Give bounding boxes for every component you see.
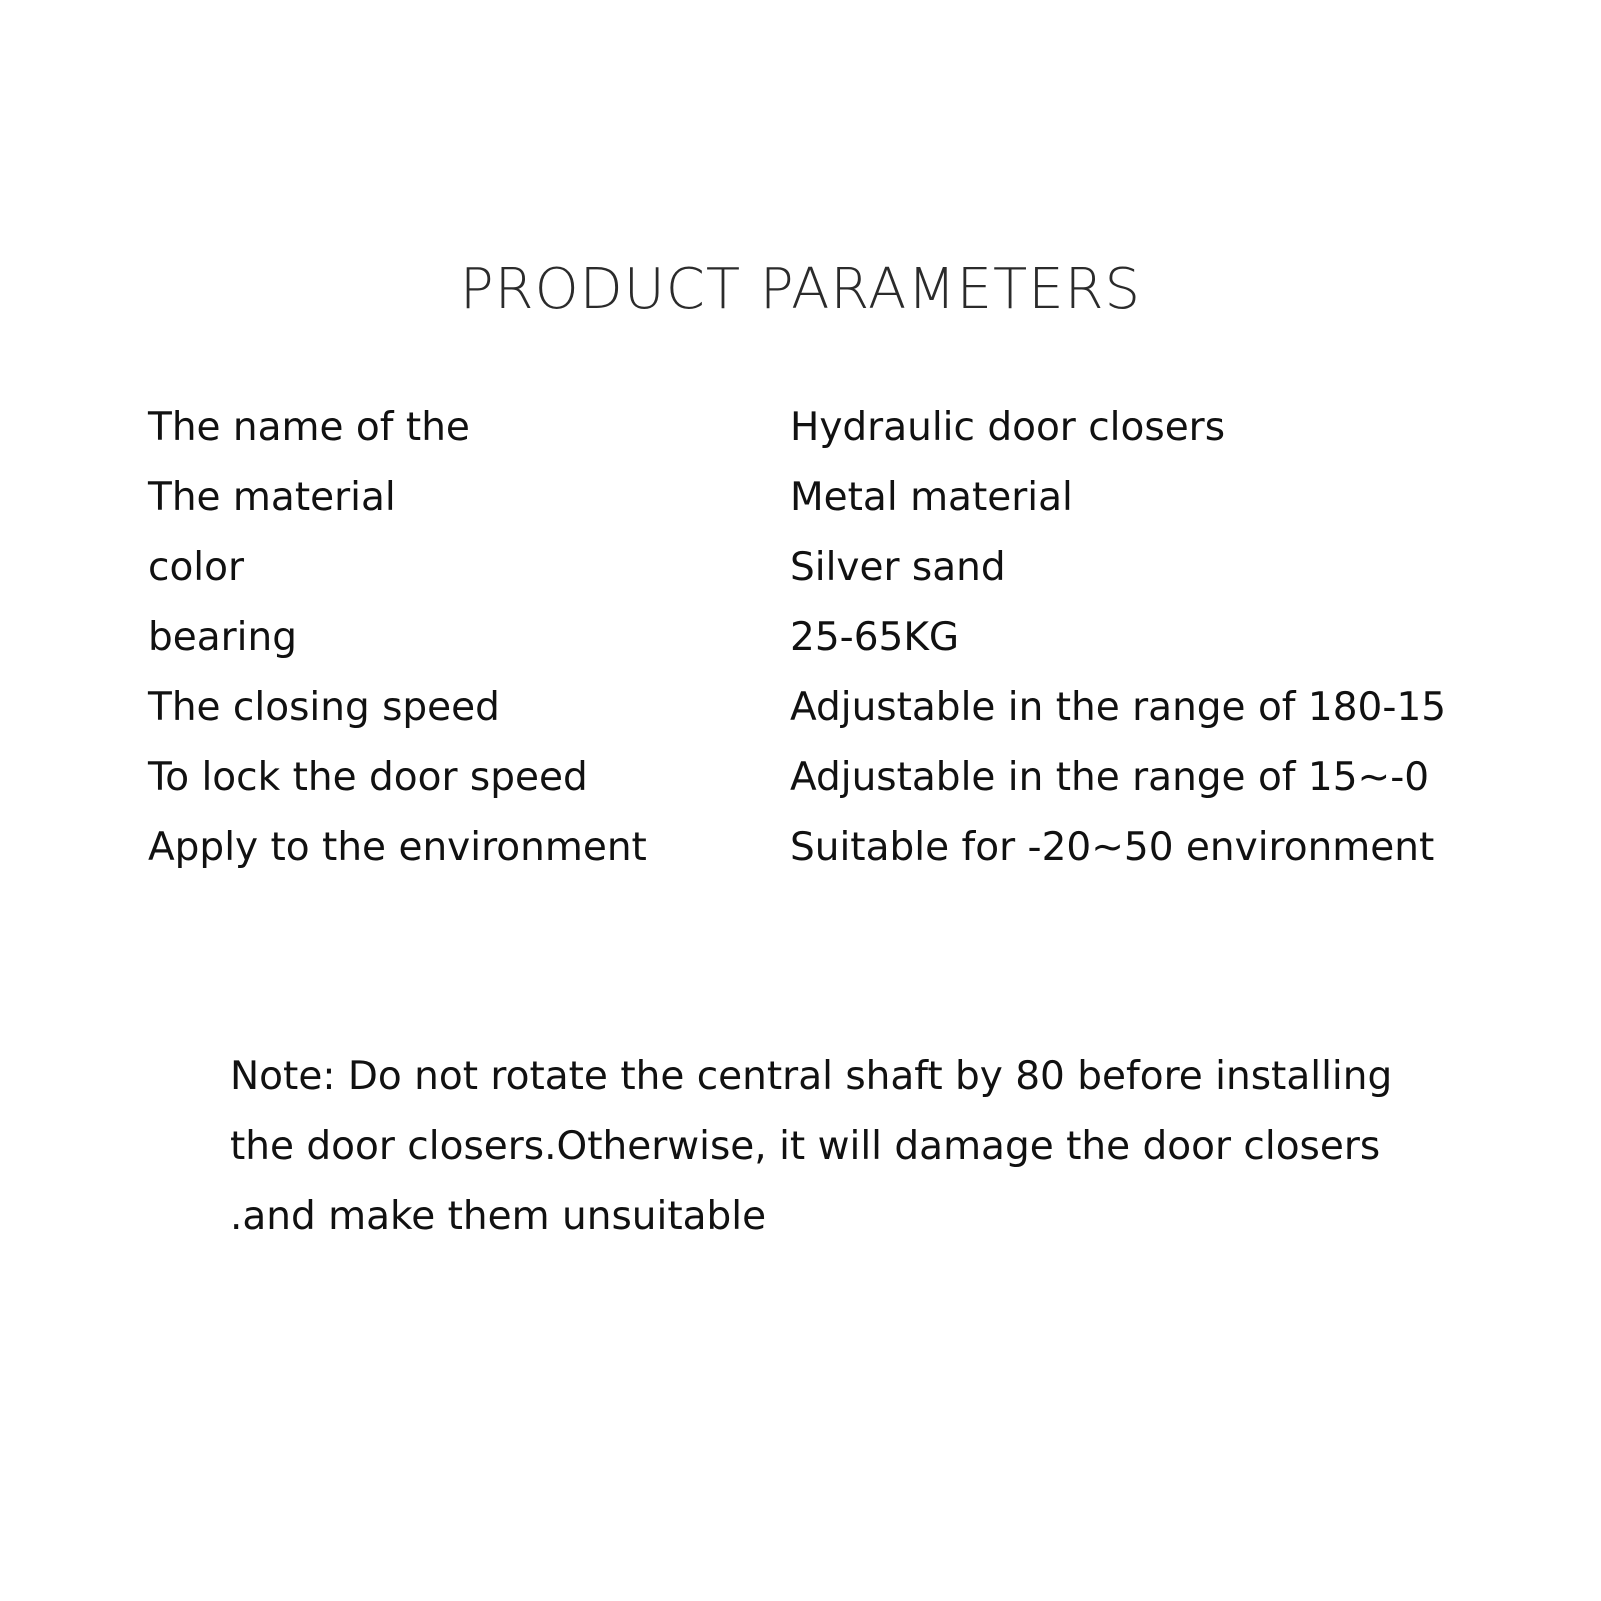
page-title: PRODUCT PARAMETERS (459, 257, 1142, 322)
parameter-row (148, 672, 1468, 742)
parameter-row (148, 602, 1468, 672)
parameter-label: Apply to the environment (148, 824, 647, 870)
parameter-value: Silver sand (790, 544, 1006, 590)
parameter-row (148, 392, 1468, 462)
parameter-value: 25-65KG (790, 614, 960, 660)
parameter-value: Adjustable in the range of 180-15 (790, 684, 1447, 730)
note-line: .and make them unsuitable (230, 1194, 767, 1239)
installation-note (230, 1042, 1430, 1252)
note-line: the door closers.Otherwise, it will damage the door closers (230, 1124, 1381, 1169)
parameter-label: The material (148, 474, 396, 520)
parameter-row (148, 812, 1468, 882)
parameter-row (148, 462, 1468, 532)
parameter-label: The name of the (148, 404, 470, 450)
parameter-value: Metal material (790, 474, 1073, 520)
parameter-value: Hydraulic door closers (790, 404, 1226, 450)
parameter-value: Adjustable in the range of 15~-0 (790, 754, 1430, 800)
note-line: Note: Do not rotate the central shaft by 80 before installing (230, 1054, 1393, 1099)
parameter-value: Suitable for -20~50 environment (790, 824, 1435, 870)
parameter-row (148, 742, 1468, 812)
parameter-label: bearing (148, 614, 297, 660)
parameter-label: color (148, 544, 245, 590)
parameter-label: To lock the door speed (148, 754, 588, 800)
parameter-row (148, 532, 1468, 602)
parameters-table (148, 392, 1468, 882)
parameter-label: The closing speed (148, 684, 500, 730)
